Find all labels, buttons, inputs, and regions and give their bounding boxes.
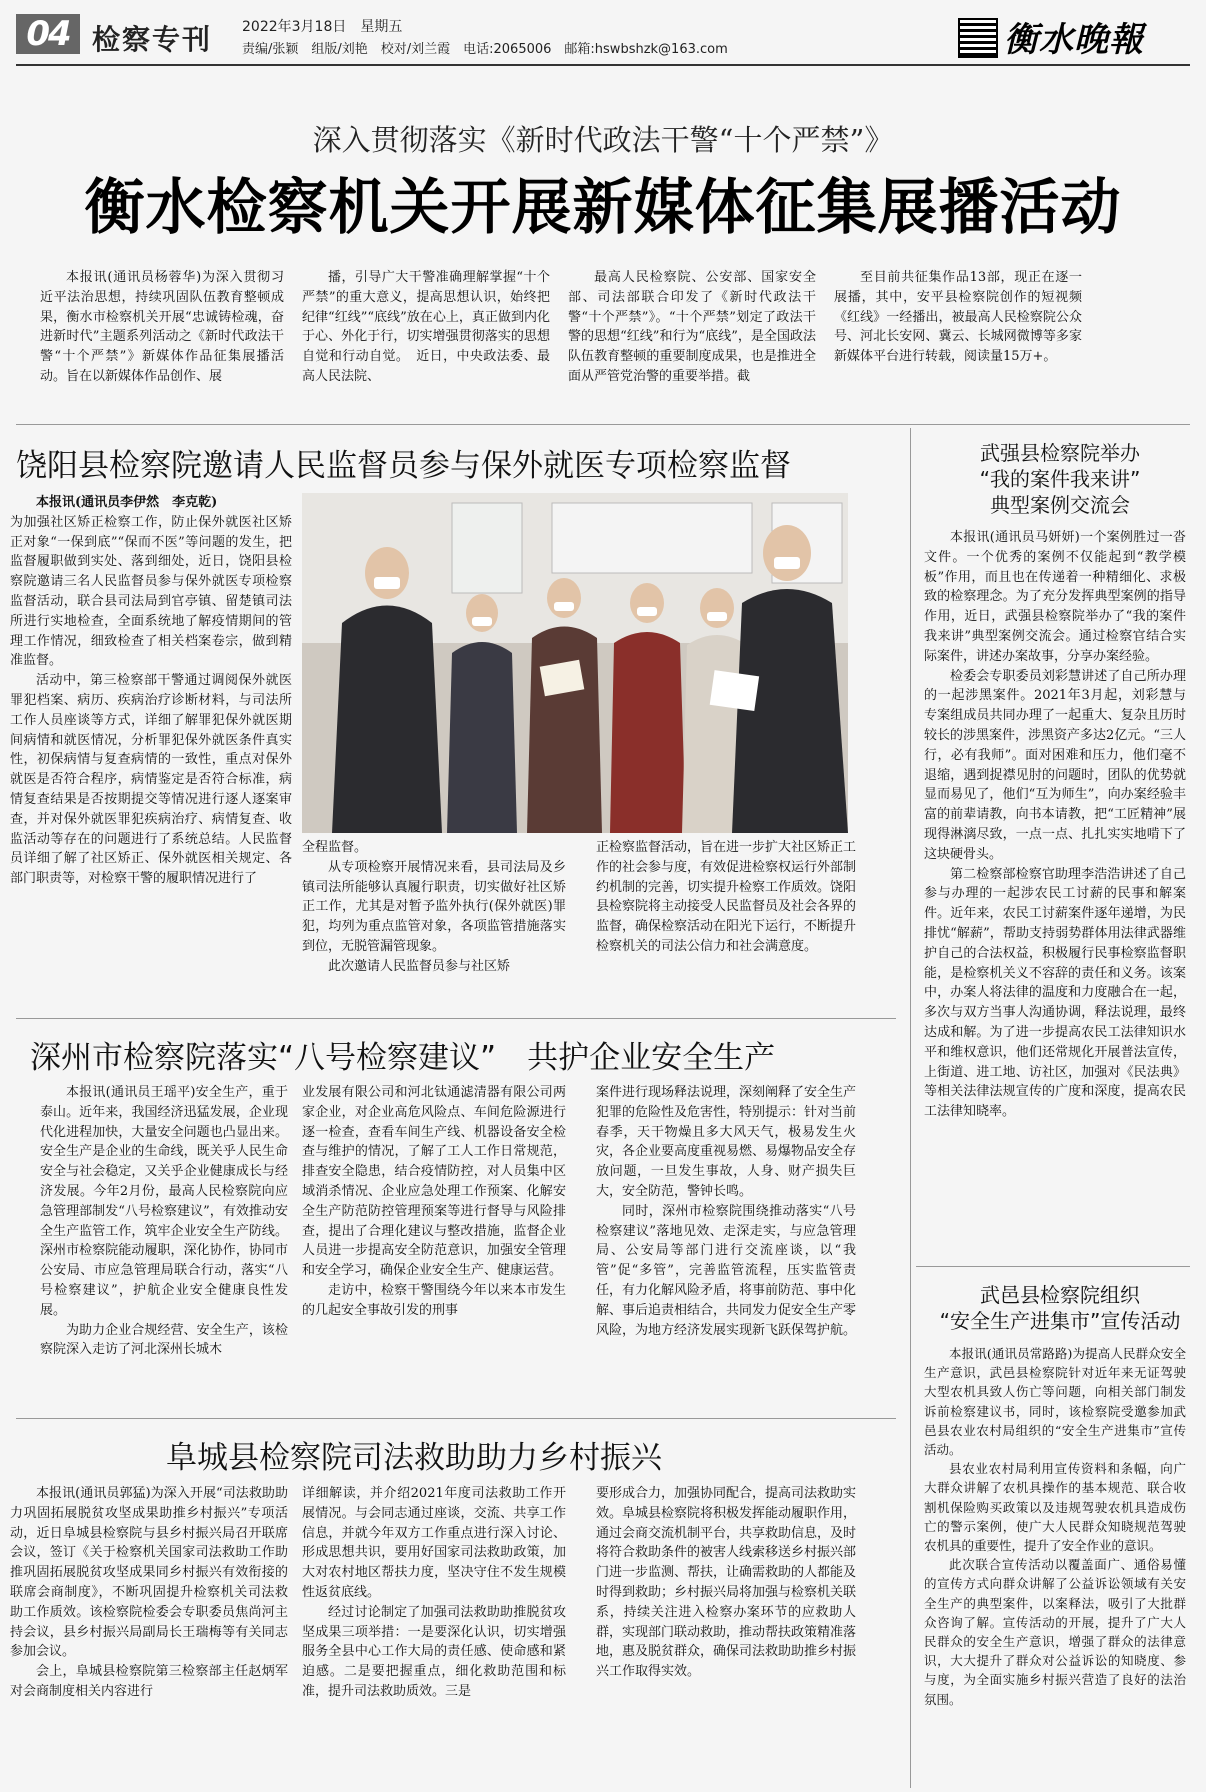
lead-kicker: 深入贯彻落实《新时代政法干警“十个严禁”》	[312, 123, 894, 157]
shenzhou-column-2: 业发展有限公司和河北钛通滤清器有限公司两家企业，对企业高危风险点、车间危险源进行逐一检查，查看车间生产线、机器设备安全检查与维护的情况，了解了工人工作日常规范，排查安全隐患，结合疫情防控，对人员集中区域消杀情况、企业应急处理工作预案、化解安全生产防范防控管理预案等进行督导与风险排查，提出了合理化建议与整改措施，监督企业人员进一步提高安全防范意识，加强安全管理和安全学习，确保企业安全生产、健康运营。 走访中，检察干警围绕今年以来本市发生的几起安全事故引发的刑事	[302, 1085, 566, 1318]
fucheng-title: 阜城县检察院司法救助助力乡村振兴	[166, 1440, 662, 1476]
section-divider-2	[16, 1018, 896, 1019]
sidebar-divider-2	[916, 1266, 1190, 1267]
raoyang-column-1: 本报讯(通讯员李伊然 李克乾) 为加强社区矫正检察工作，防止保外就医社区矫正对象“一保到底”“保而不医”等问题的发生，把监督履职做到实处、落到细处，近日，饶阳县检察院邀请三名人民监督员参与保外就医专项检察监督活动，联合县司法局到官亭镇、留楚镇司法所进行实地检查，全面系统地了解疫情期间的管理工作情况，细致检查了相关档案卷宗，做到精准监督。 活动中，第三检察部干警通过调阅保外就医罪犯档案、病历、疾病治疗诊断材料，与司法所工作人员座谈等方式，详细了解罪犯保外就医期间病情和就医情况，分析罪犯保外就医条件真实性，初保病情与复查病情的一致性，重点对保外就医是否符合程序，病情鉴定是否符合标准，病情复查结果是否按期提交等情况进行逐人逐案审查，并对保外就医罪犯疾病治疗、病情复查、收监活动等存在的问题进行了系统总结。人民监督员详细了解了社区矫正、保外就医相关规定、各部门职责等，对检察干警的履职情况进行了	[10, 495, 292, 887]
section-divider	[16, 424, 1190, 425]
fucheng-column-2: 详细解读，并介绍2021年度司法救助工作开展情况。与会同志通过座谈，交流、共享工作信息，并就今年双方工作重点进行深入讨论、形成思想共识，要用好国家司法救助政策，加大对农村地区帮扶力度，坚决守住不发生规模性返贫底线。 经过讨论制定了加强司法救助助推脱贫攻坚成果三项举措：一是要深化认识，切实增强服务全县中心工作大局的责任感、使命感和紧迫感。二是要把握重点，细化救助范围和标准，提升司法救助质效。三是	[302, 1486, 566, 1699]
wuqiang-title: 武强县检察院举办 “我的案件我来讲” 典型案例交流会	[979, 441, 1141, 517]
lead-column-2: 播，引导广大干警准确理解掌握“十个严禁”的重大意义，提高思想认识，始终把纪律“红线”“底线”放在心上，真正做到内化于心、外化于行，切实增强贯彻落实的思想自觉和行动自觉。 近日，中央政法委、最高人民法院、	[302, 270, 550, 384]
page-number: 04	[16, 14, 80, 54]
raoyang-title: 饶阳县检察院邀请人民监督员参与保外就医专项检察监督	[16, 448, 791, 484]
shenzhou-title: 深州市检察院落实“八号检察建议” 共护企业安全生产	[30, 1040, 776, 1076]
raoyang-column-2: 全程监督。 从专项检察开展情况来看，县司法局及乡镇司法所能够认真履行职责，切实做好社区矫正工作，尤其是对暂予监外执行(保外就医)罪犯，均列为重点监管对象，各项监管措施落实到位，无脱管漏管现象。 此次邀请人民监督员参与社区矫	[302, 840, 566, 974]
section-divider-3	[16, 1418, 896, 1419]
lead-column-3: 最高人民检察院、公安部、国家安全部、司法部联合印发了《新时代政法干警“十个严禁”》。“十个严禁”划定了政法干警的思想“红线”和行为“底线”，是全国政法队伍教育整顿的重要制度成果，也是推进全面从严管党治警的重要举措。截	[568, 270, 816, 384]
staff-line: 责编/张颖 组版/刘艳 校对/刘兰霞 电话:2065006 邮箱:hswbshzk@163.com	[242, 42, 728, 57]
raoyang-column-3: 正检察监督活动，旨在进一步扩大社区矫正工作的社会参与度，有效促进检察权运行外部制约机制的完善，切实提升检察工作质效。饶阳县检察院将主动接受人民监督员及社会各界的监督，确保检察活动在阳光下运行，不断提升检察机关的司法公信力和社会满意度。	[596, 840, 857, 954]
shenzhou-column-1: 本报讯(通讯员王瑶平)安全生产，重于泰山。近年来，我国经济迅猛发展，企业现代化进程加快，大量安全问题也凸显出来。安全生产是企业的生命线，既关乎人民生命安全与社会稳定，又关乎企业健康成长与经济发展。今年2月份，最高人民检察院向应急管理部制发“八号检察建议”，有效推动安全生产监管工作，筑牢企业安全生产防线。深州市检察院能动履职，深化协作，协同市公安局、市应急管理局联合行动，落实“八号检察建议”，护航企业安全健康良性发展。 为助力企业合规经营、安全生产，该检察院深入走访了河北深州长城木	[40, 1085, 288, 1358]
lead-column-1: 本报讯(通讯员杨蓉华)为深入贯彻习近平法治思想，持续巩固队伍教育整顿成果，衡水市检察机关开展“忠诚铸检魂，奋进新时代”主题系列活动之《新时代政法干警“十个严禁”》新媒体作品征集展播活动。旨在以新媒体作品创作、展	[40, 270, 284, 384]
lead-column-4: 至目前共征集作品13部，现正在逐一展播，其中，安平县检察院创作的短视频《红线》一经播出，被最高人民检察院公众号、河北长安网、冀云、长城网微博等多家新媒体平台进行转载，阅读量15万+。	[834, 270, 1082, 365]
fucheng-column-1: 本报讯(通讯员郭猛)为深入开展“司法救助助力巩固拓展脱贫攻坚成果助推乡村振兴”专项活动，近日阜城县检察院与县乡村振兴局召开联席会议，签订《关于检察机关国家司法救助工作助推巩固拓展脱贫攻坚成果同乡村振兴有效衔接的联席会商制度》，不断巩固提升检察机关司法救助工作质效。该检察院检委会专职委员焦尚河主持会议，县乡村振兴局副局长王瑞梅等有关同志参加会议。 会上，阜城县检察院第三检察部主任赵炳军对会商制度相关内容进行	[10, 1486, 288, 1699]
section-title: 检察专刊	[92, 23, 213, 56]
sidebar-divider	[910, 428, 911, 1788]
lead-title: 衡水检察机关开展新媒体征集展播活动	[84, 173, 1122, 243]
fucheng-column-3: 要形成合力，加强协同配合，提高司法救助实效。阜城县检察院将积极发挥能动履职作用，通过会商交流机制平台，共享救助信息，及时将符合救助条件的被害人线索移送乡村振兴部门进一步监测、帮扶，让确需救助的人都能及时得到救助；乡村振兴局将加强与检察机关联系，持续关注进入检察办案环节的应救助人群，实现部门联动救助，推动帮扶政策精准落地，惠及脱贫群众，确保司法救助助推乡村振兴工作取得实效。	[596, 1486, 857, 1680]
wuqiang-body: 本报讯(通讯员马妍妍)一个案例胜过一沓文件。一个优秀的案例不仅能起到“教学模板”作用，而且也在传递着一种精细化、求极致的检察理念。为了充分发挥典型案例的指导作用，近日，武强县检察院举办了“我的案件我来讲”典型案例交流会。通过检察官结合实际案件，讲述办案故事，分享办案经验。 检委会专职委员刘彩慧讲述了自己所办理的一起涉黑案件。2021年3月起，刘彩慧与专案组成员共同办理了一起重大、复杂且历时较长的涉黑案件，涉黑资产多达2亿元。“三人行，必有我师”。面对困难和压力，他们毫不退缩，遇到捉襟见肘的问题时，团队的优势就显而易见了，他们“互为师生”，向办案经验丰富的前辈请教，向书本请教，把“工匠精神”展现得淋漓尽致，一点一点、扎扎实实地啃下了这块硬骨头。 第二检察部检察官助理李浩浩讲述了自己参与办理的一起涉农民工讨薪的民事和解案件。近年来，农民工讨薪案件逐年递增，为民排忧“解薪”，帮助支持弱势群体用法律武器维护自己的合法权益，积极履行民事检察监督职能，是检察机关义不容辞的责任和义务。该案中，办案人将法律的温度和力度融合在一起，多次与双方当事人沟通协调，释法说理，最终达成和解。为了进一步提高农民工法律知识水平和维权意识，他们还常规化开展普法宣传，上街道、进工地、访社区，加强对《民法典》等相关法律法规宣传的广度和深度，提高农民工法律知晓率。	[924, 530, 1186, 1120]
raoyang-byline: 本报讯(通讯员李伊然 李克乾)	[36, 495, 218, 510]
wuyi-body: 本报讯(通讯员常路路)为提高人民群众安全生产意识，武邑县检察院针对近年来无证驾驶大型农机具致人伤亡等问题，向相关部门制发诉前检察建议书，同时，该检察院受邀参加武邑县农业农村局组织的“安全生产进集市”宣传活动。 县农业农村局利用宣传资料和条幅，向广大群众讲解了农机具操作的基本规范、联合收割机保险购买政策以及违规驾驶农机具造成伤亡的警示案例，使广大人民群众知晓规范驾驶农机具的重要性，提升了安全作业的意识。 此次联合宣传活动以覆盖面广、通俗易懂的宣传方式向群众讲解了公益诉讼领域有关安全生产的典型案件，以案释法，吸引了大批群众咨询了解。宣传活动的开展，提升了广大人民群众的安全生产意识，增强了群众的法律意识，大大提升了群众对公益诉讼的知晓度、参与度，为全面实施乡村振兴营造了良好的法治氛围。	[924, 1346, 1186, 1707]
qr-code-icon	[958, 18, 998, 58]
date-line: 2022年3月18日 星期五	[242, 19, 403, 35]
news-photo	[302, 493, 848, 833]
shenzhou-column-3: 案件进行现场释法说理，深刻阐释了安全生产犯罪的危险性及危害性，特别提示：针对当前春季，天干物燥且多大风天气，极易发生火灾，各企业要高度重视易燃、易爆物品安全存放问题，一旦发生事故，人身、财产损失巨大，安全防范，警钟长鸣。 同时，深州市检察院围绕推动落实“八号检察建议”落地见效、走深走实，与应急管理局、公安局等部门进行交流座谈，以“我管”促“多管”，完善监管流程，压实监管责任，有力化解风险矛盾，将事前防范、事中化解、事后追责相结合，共同发力促安全生产零风险，为地方经济发展实现新飞跃保驾护航。	[596, 1085, 857, 1338]
photo-people-icon	[302, 493, 848, 833]
masthead-logo: 衡水晚報	[1004, 20, 1144, 60]
wuyi-title: 武邑县检察院组织 “安全生产进集市”宣传活动	[939, 1283, 1181, 1333]
header-rule	[16, 64, 1190, 66]
